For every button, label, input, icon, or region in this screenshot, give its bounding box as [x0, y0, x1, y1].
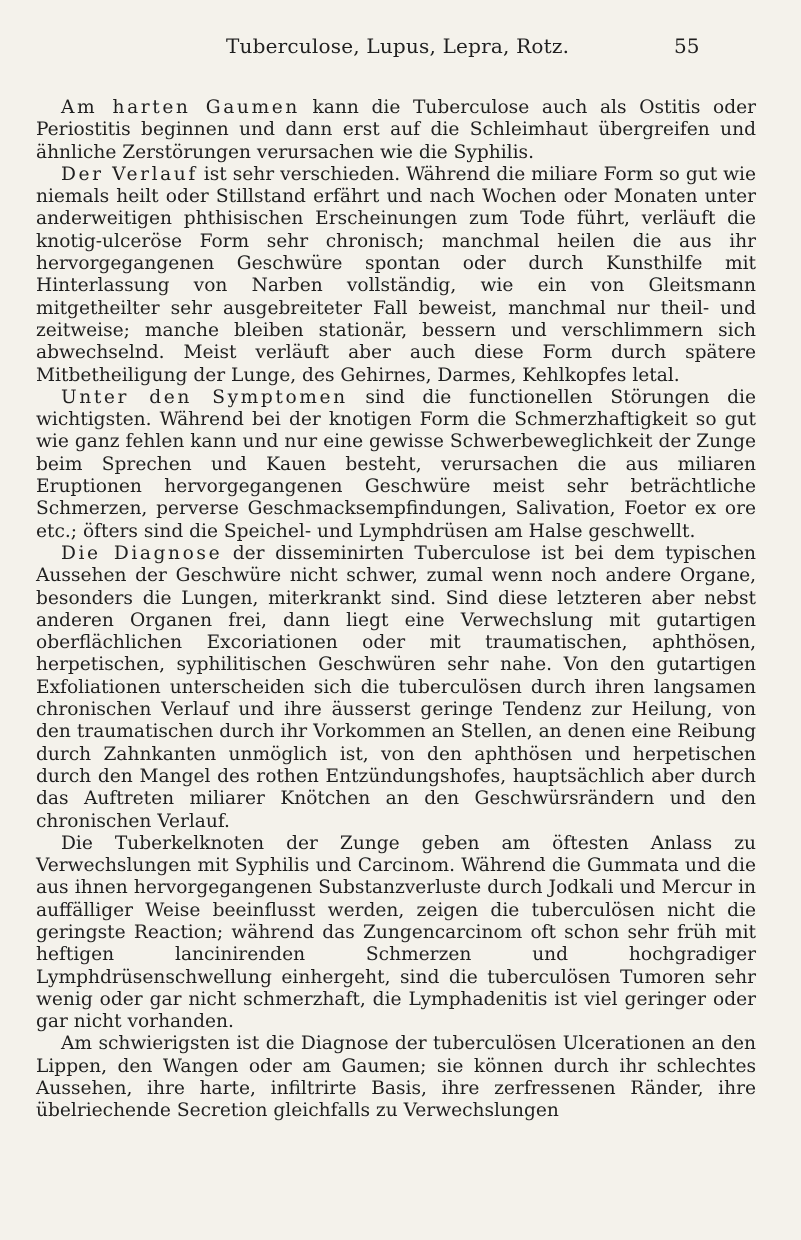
- paragraph-verlauf: [36, 164, 756, 387]
- paragraph-harter-gaumen: [36, 97, 756, 164]
- paragraph-text: kann die Tuberculose auch als Ostitis oder Periostitis beginnen und dann erst auf die Schleimhaut übergreifen und ähnliche Zerstörungen verursachen wie die Syphilis.: [36, 97, 756, 163]
- paragraph-text: Am schwierigsten ist die Diagnose der tuberculösen Ulcerationen an den Lippen, den Wangen oder am Gaumen; sie können durch ihr schlechtes Aussehen, ihre harte, infiltrirte Basis, ihre zerfressenen Ränder, ihre übelriechende Secretion gleichfalls zu Verwechslungen: [36, 1033, 756, 1122]
- paragraph-symptome: [36, 387, 756, 543]
- running-title: Tuberculose, Lupus, Lepra, Rotz.: [226, 34, 570, 58]
- emphasis-term: Die Diagnose: [61, 542, 223, 564]
- paragraph-tuberkelknoten: [36, 833, 756, 1034]
- paragraph-text: sind die functionellen Störungen die wichtigsten. Während bei der knotigen Form die Schmerzhaftigkeit so gut wie ganz fehlen kann und nur eine gewisse Schwerbeweglichkeit der Zunge beim Sprechen und Kauen besteht, verursachen die aus miliaren Eruptionen hervorgegangenen Geschwüre meist sehr beträchtliche Schmerzen, perverse Geschmacksempfindungen, Salivation, Foetor ex ore etc.; öfters sind die Speichel- und Lymphdrüsen am Halse geschwellt.: [36, 386, 756, 542]
- paragraph-ulcerationen: [36, 1033, 756, 1122]
- body-text: [36, 97, 756, 1123]
- paragraph-text: ist sehr verschieden. Während die miliare Form so gut wie niemals heilt oder Stillstand erfährt und nach Wochen oder Monaten unter anderweitigen phthisischen Erscheinungen zum Tode führt, verläuft die knotig-ulceröse Form sehr chronisch; manchmal heilen die aus ihr hervorgegangenen Geschwüre spontan oder durch Kunsthilfe mit Hinterlassung von Narben vollständig, wie ein von Gleitsmann mitgetheilter sehr ausgebreiteter Fall beweist, manchmal nur theil- und zeitweise; manche bleiben stationär, bessern und verschlimmern sich abwechselnd. Meist verläuft aber auch diese Form durch spätere Mitbetheiligung der Lunge, des Gehirnes, Darmes, Kehlkopfes letal.: [36, 163, 756, 386]
- page-header: [0, 34, 801, 64]
- emphasis-term: Unter den Symptomen: [61, 386, 348, 408]
- emphasis-term: Der Verlauf: [61, 163, 198, 185]
- paragraph-text: Die Tuberkelknoten der Zunge geben am öftesten Anlass zu Verwechslungen mit Syphilis und Carcinom. Während die Gummata und die aus ihnen hervorgegangenen Substanzverluste durch Jodkali und Mercur in auffälliger Weise beeinflusst werden, zeigen die tuberculösen nicht die geringste Reaction; während das Zungencarcinom oft schon sehr früh mit heftigen lancinirenden Schmerzen und hochgradiger Lymphdrüsenschwellung einhergeht, sind die tuberculösen Tumoren sehr wenig oder gar nicht schmerzhaft, die Lymphadenitis ist viel geringer oder gar nicht vorhanden.: [36, 832, 756, 1033]
- paragraph-text: der disseminirten Tuberculose ist bei dem typischen Aussehen der Geschwüre nicht schwer, zumal wenn noch andere Organe, besonders die Lungen, miterkrankt sind. Sind diese letzteren aber nebst anderen Organen frei, dann liegt eine Verwechslung mit gutartigen oberflächlichen Excoriationen oder mit traumatischen, aphthösen, herpetischen, syphilitischen Geschwüren sehr nahe. Von den gutartigen Exfoliationen unterscheiden sich die tuberculösen durch ihren langsamen chronischen Verlauf und ihre äusserst geringe Tendenz zur Heilung, von den traumatischen durch ihr Vorkommen an Stellen, an denen eine Reibung durch Zahnkanten unmöglich ist, von den aphthösen und herpetischen durch den Mangel des rothen Entzündungshofes, hauptsächlich aber durch das Auftreten miliarer Knötchen an den Geschwürsrändern und den chronischen Verlauf.: [36, 542, 757, 832]
- emphasis-term: Am harten Gaumen: [61, 97, 300, 118]
- page-number: 55: [674, 34, 700, 58]
- paragraph-diagnose: [36, 543, 756, 833]
